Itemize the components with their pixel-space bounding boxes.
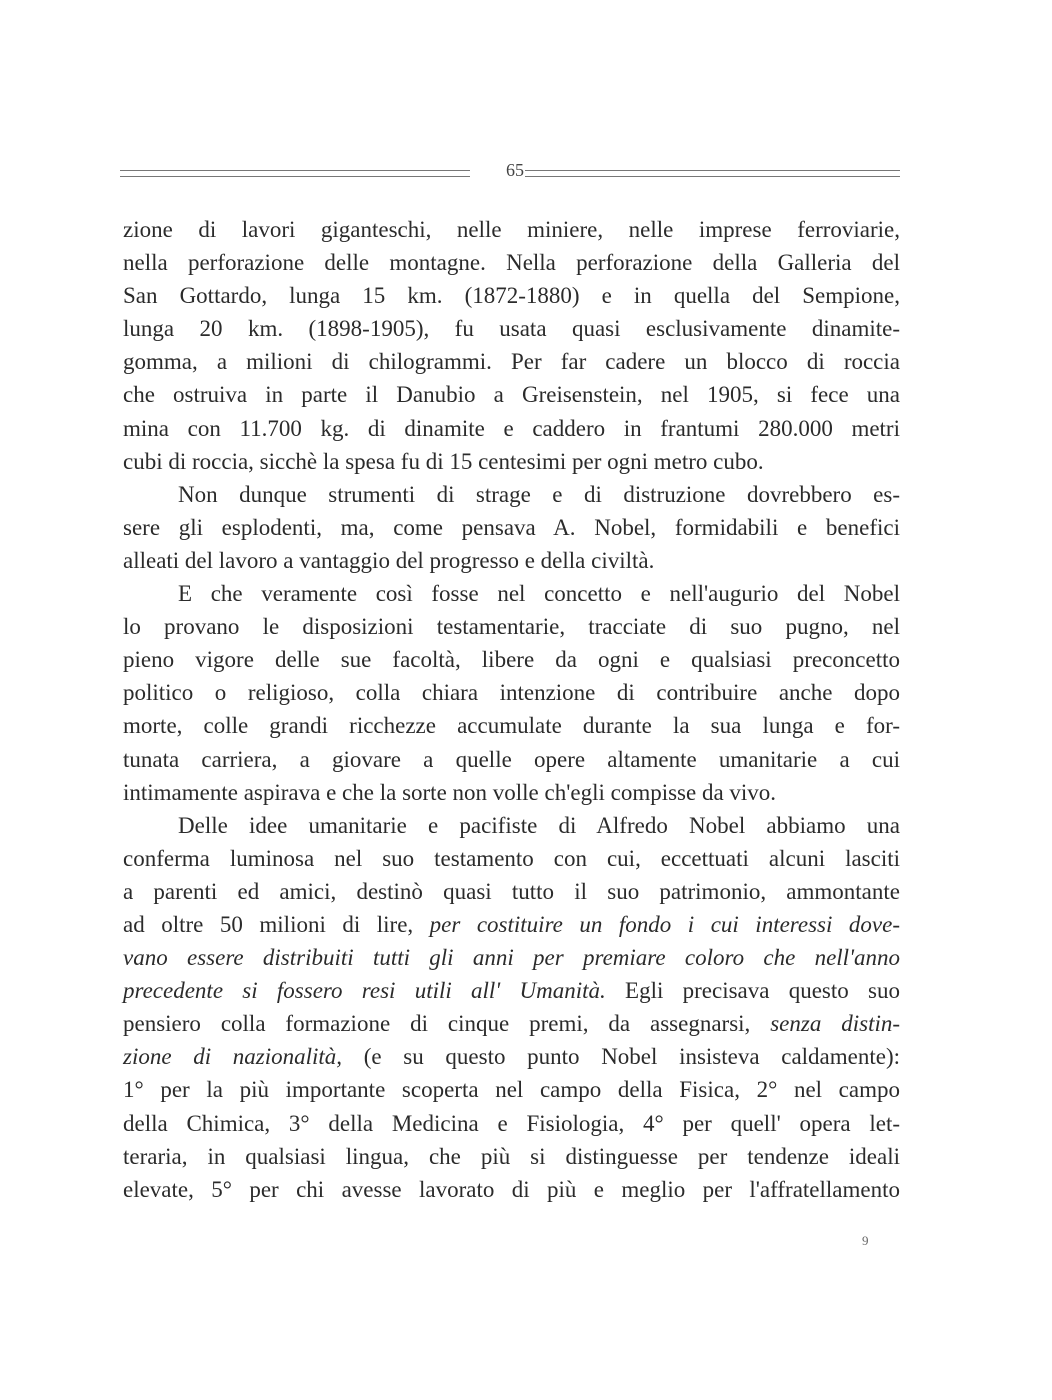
text-line [123,1007,900,1040]
text-segment: 1° per la più importante scoperta nel campo della Fisica, 2° nel campo [123,1077,900,1103]
text-line [123,279,900,312]
text-line [123,1140,900,1173]
text-segment: gomma, a milioni di chilogrammi. Per far cadere un blocco di roccia [123,349,900,375]
text-segment: Non dunque strumenti di strage e di distruzione dovrebbero es- [178,481,900,507]
text-line [123,875,900,908]
text-line [123,378,900,411]
text-line [123,478,900,511]
text-segment: nella perforazione delle montagne. Nella perforazione della Galleria del [123,250,900,276]
header-rule-right [525,170,900,177]
text-segment: lo provano le disposizioni testamentarie, tracciate di suo pugno, nel [123,614,900,640]
text-segment: mina con 11.700 kg. di dinamite e caddero in frantumi 280.000 metri [123,415,900,441]
text-segment: ad oltre 50 milioni di lire, [123,911,430,937]
text-segment: E che veramente così fosse nel concetto e nell'augurio del Nobel [178,581,900,607]
text-segment: sere gli esplodenti, ma, come pensava A. Nobel, formidabili e benefici [123,514,900,540]
text-segment: lunga 20 km. (1898-1905), fu usata quasi esclusivamente dinamite- [123,316,900,342]
text-line [123,213,900,246]
text-line [123,511,900,544]
italic-text-segment: per costituire un fondo i cui interessi dove- [429,911,900,937]
text-segment: che ostruiva in parte il Danubio a Greisenstein, nel 1905, si fece una [123,382,900,408]
text-line [123,643,900,676]
text-segment: tunata carriera, a giovare a quelle opere altamente umanitarie a cui [123,746,900,772]
text-segment: pensiero colla formazione di cinque premi, da assegnarsi, [123,1011,771,1037]
page-number: 65 [506,160,524,180]
text-line [123,1073,900,1106]
text-line [123,676,900,709]
text-line [123,941,900,974]
page-header [120,160,900,190]
italic-text-segment: senza distin- [770,1011,901,1037]
text-line [123,412,900,445]
text-line [123,908,900,941]
text-segment: politico o religioso, colla chiara intenzione di contribuire anche dopo [123,680,900,706]
text-line [123,610,900,643]
signature-mark: 9 [862,1233,869,1248]
text-segment: San Gottardo, lunga 15 km. (1872-1880) e in quella del Sempione, [123,283,900,309]
text-line [123,809,900,842]
text-segment: alleati del lavoro a vantaggio del progresso e della civiltà. [123,547,655,573]
header-rule-left [120,170,470,177]
text-line [123,842,900,875]
text-segment: conferma luminosa nel suo testamento con cui, eccettuati alcuni lasciti [123,845,900,871]
italic-text-segment: zione di nazionalità, [123,1044,343,1070]
text-line [123,1040,900,1073]
text-segment: zione di lavori giganteschi, nelle miniere, nelle imprese ferroviarie, [123,217,900,242]
text-line [123,312,900,345]
italic-text-segment: vano essere distribuiti tutti gli anni per premiare coloro che nell'anno [123,945,900,971]
text-segment: teraria, in qualsiasi lingua, che più si distinguesse per tendenze ideali [123,1143,900,1169]
text-line [123,1107,900,1140]
text-segment: intimamente aspirava e che la sorte non volle ch'egli compisse da vivo. [123,779,777,805]
text-line [123,246,900,279]
text-line [123,345,900,378]
body-text [123,213,900,1206]
text-segment: morte, colle grandi ricchezze accumulate durante la sua lunga e for- [123,713,900,739]
text-line [123,776,900,809]
text-segment: elevate, 5° per chi avesse lavorato di più e meglio per l'affratellamento [123,1176,900,1202]
italic-text-segment: precedente si fossero resi utili all' Umanità. [123,978,606,1004]
text-line [123,1173,900,1206]
text-line [123,974,900,1007]
text-line [123,544,900,577]
text-segment: a parenti ed amici, destinò quasi tutto il suo patrimonio, ammontante [123,878,900,904]
text-segment: Egli precisava questo suo [605,978,900,1004]
text-segment: Delle idee umanitarie e pacifiste di Alfredo Nobel abbiamo una [178,812,900,838]
text-line [123,709,900,742]
text-segment: della Chimica, 3° della Medicina e Fisiologia, 4° per quell' opera let- [123,1110,900,1136]
text-segment: cubi di roccia, sicchè la spesa fu di 15 centesimi per ogni metro cubo. [123,448,764,474]
text-line [123,445,900,478]
text-line [123,743,900,776]
text-segment: pieno vigore delle sue facoltà, libere da ogni e qualsiasi preconcetto [123,647,900,673]
text-segment: (e su questo punto Nobel insisteva caldamente): [342,1044,901,1070]
text-line [123,577,900,610]
